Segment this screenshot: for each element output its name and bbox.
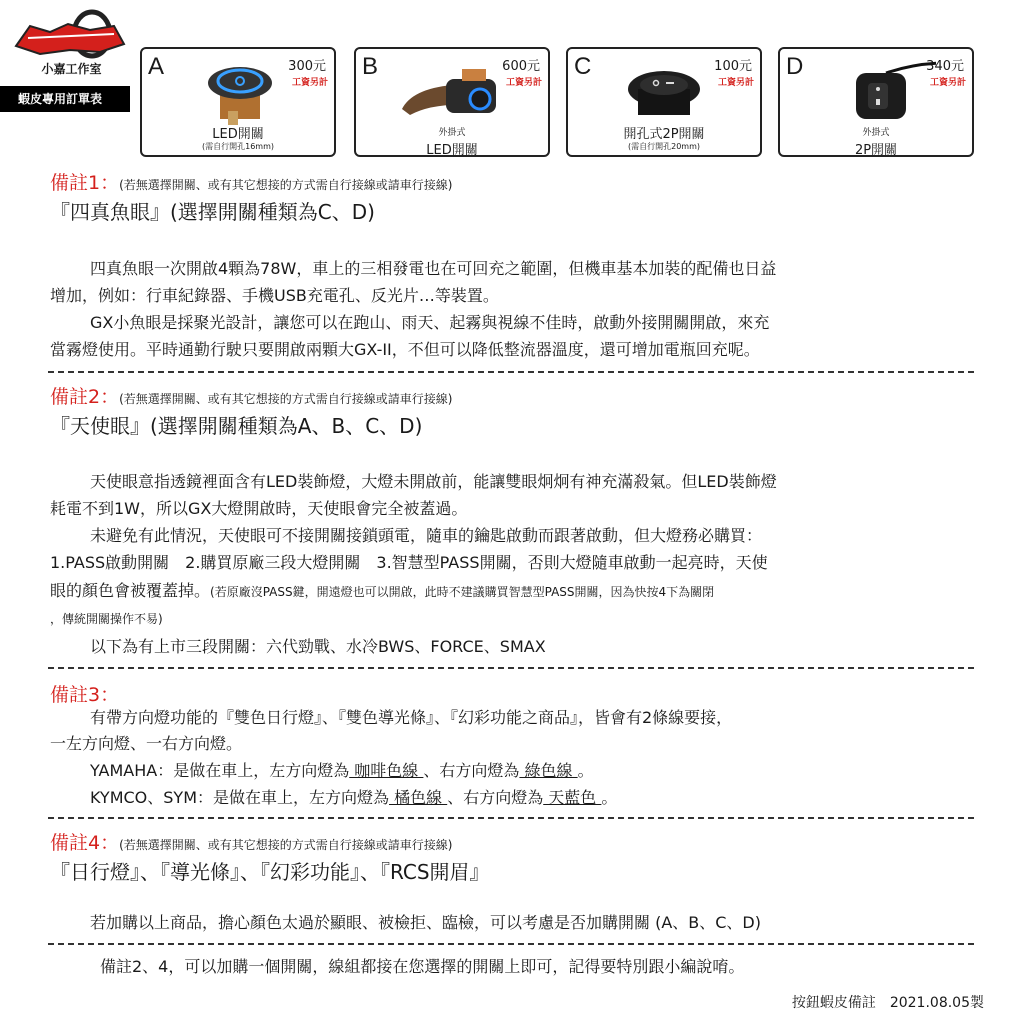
note4-para1: 若加購以上商品，擔心顏色太過於顯眼、被檢拒、臨檢，可以考慮是否加購開關 (A、B、C、D): [90, 913, 761, 932]
side-tag: 蝦皮專用訂單表: [0, 86, 130, 112]
kymco-right-color: 天藍色: [543, 788, 602, 807]
option-caption: 外掛式: [862, 128, 890, 138]
option-caption-main: LED開關: [426, 143, 478, 158]
option-caption-main: 2P開關: [854, 143, 898, 158]
note1-para2: GX小魚眼是採聚光設計，讓您可以在跑山、雨天、起霧與視線不佳時，啟動外接開關開啟，來充: [90, 313, 770, 332]
note2-sub: (若無選擇開關、或有其它想接的方式需自行接線或請車行接線): [119, 392, 453, 406]
divider: [48, 371, 974, 373]
option-wage-note: 工資另計: [505, 78, 542, 88]
rocker-switch-icon: [604, 59, 724, 127]
note2-para1-cont: 耗電不到1W，所以GX大燈開啟時，天使眼會完全被蓋過。: [50, 499, 468, 518]
divider: [48, 943, 974, 945]
note2-para5-small: ，傳統開關操作不易): [50, 612, 163, 626]
note4-sub: (若無選擇開關、或有其它想接的方式需自行接線或請車行接線): [119, 838, 453, 852]
kymco-text: KYMCO、SYM：是做在車上，左方向燈為: [90, 788, 390, 807]
note2-para4-small: (若原廠沒PASS鍵，開遠燈也可以開啟，此時不建議購買智慧型PASS開關，因為快按4下為關閉: [210, 585, 715, 599]
yamaha-text-mid: 、右方向燈為: [423, 761, 520, 780]
note4-title: 『日行燈』、『導光條』、『幻彩功能』、『RCS開眉』: [50, 860, 490, 884]
option-card-d: [778, 47, 974, 157]
note2-para2: 未避免有此情況，天使眼可不接開關接鎖頭電，隨車的鑰匙啟動而跟著啟動，但大燈務必購買：: [90, 526, 763, 545]
note3-para1: 有帶方向燈功能的『雙色日行燈』、『雙色導光條』、『幻彩功能之商品』，皆會有2條線要接，: [90, 708, 733, 727]
note3-yamaha: [90, 760, 594, 782]
option-caption: 外掛式: [438, 128, 466, 138]
note1-para1-cont: 增加，例如：行車紀錄器、手機USB充電孔、反光片…等裝置。: [50, 286, 499, 305]
logo-text: 小嘉工作室: [41, 62, 102, 76]
note1-heading: [50, 168, 452, 195]
clamp-led-switch-icon: [392, 59, 512, 127]
note2-para4-text: 眼的顏色會被覆蓋掉。: [50, 581, 211, 600]
kymco-left-color: 橘色線: [389, 788, 448, 807]
footer-summary: 備註2、4，可以加購一個開關，線組都接在您選擇的開關上即可，記得要特別跟小編說唷。: [100, 957, 745, 976]
note2-heading: [50, 382, 452, 409]
clamp-2p-switch-icon: [816, 59, 936, 127]
option-price: 340元: [926, 59, 964, 74]
option-wage-note: 工資另計: [291, 78, 328, 88]
note2-para6: 以下為有上市三段開關：六代勁戰、水冷BWS、FORCE、SMAX: [90, 637, 546, 656]
note2-title: 『天使眼』(選擇開關種類為A、B、C、D): [50, 414, 423, 438]
note1-label: 備註1：: [50, 172, 120, 194]
option-letter: B: [362, 53, 379, 80]
option-caption: 開孔式2P開關: [623, 127, 705, 142]
yamaha-text-end: 。: [577, 761, 594, 780]
divider: [48, 817, 974, 819]
kymco-text-mid: 、右方向燈為: [447, 788, 544, 807]
note1-para1: 四真魚眼一次開啟4顆為78W，車上的三相發電也在可回充之範圍，但機車基本加裝的配備也日益: [90, 259, 777, 278]
note2-label: 備註2：: [50, 386, 120, 408]
footer-signature: 按鈕蝦皮備註 2021.08.05製: [791, 995, 984, 1011]
note4-heading: [50, 828, 452, 855]
note2-para4: [50, 580, 714, 603]
kymco-text-end: 。: [601, 788, 618, 807]
option-card-c: [566, 47, 762, 157]
option-card-a: [140, 47, 336, 157]
note3-kymco: [90, 787, 617, 809]
yamaha-text: YAMAHA：是做在車上，左方向燈為: [90, 761, 350, 780]
option-letter: D: [786, 53, 804, 80]
option-wage-note: 工資另計: [929, 78, 966, 88]
note1-title: 『四真魚眼』(選擇開關種類為C、D): [50, 200, 375, 224]
option-price: 600元: [502, 59, 540, 74]
yamaha-left-color: 咖啡色線: [349, 761, 424, 780]
option-caption-note: (需自行開孔20mm): [627, 142, 700, 151]
option-price: 300元: [288, 59, 326, 74]
note2-para3: 1.PASS啟動開關 2.購買原廠三段大燈開關 3.智慧型PASS開關，否則大燈隨車啟動一起亮時，天使: [50, 553, 768, 572]
option-caption: LED開關: [212, 127, 264, 142]
note1-para2-cont: 當霧燈使用。平時通勤行駛只要開啟兩顆大GX-II，不但可以降低整流器溫度，還可增加電瓶回充呢。: [50, 340, 760, 359]
option-wage-note: 工資另計: [717, 78, 754, 88]
note1-sub: (若無選擇開關、或有其它想接的方式需自行接線或請車行接線): [119, 178, 453, 192]
option-letter: C: [574, 53, 592, 80]
option-letter: A: [148, 53, 165, 80]
option-card-b: [354, 47, 550, 157]
divider: [48, 667, 974, 669]
led-switch-icon: [178, 59, 298, 127]
note4-label: 備註4：: [50, 832, 120, 854]
yamaha-right-color: 綠色線: [519, 761, 578, 780]
option-caption-note: (需自行開孔16mm): [201, 142, 274, 151]
note2-para1: 天使眼意指透鏡裡面含有LED裝飾燈，大燈未開啟前，能讓雙眼炯炯有神充滿殺氣。但LED裝飾燈: [90, 472, 777, 491]
note3-heading: 備註3：: [50, 684, 120, 706]
note3-para1-cont: 一左方向燈、一右方向燈。: [50, 734, 243, 753]
option-price: 100元: [714, 59, 752, 74]
